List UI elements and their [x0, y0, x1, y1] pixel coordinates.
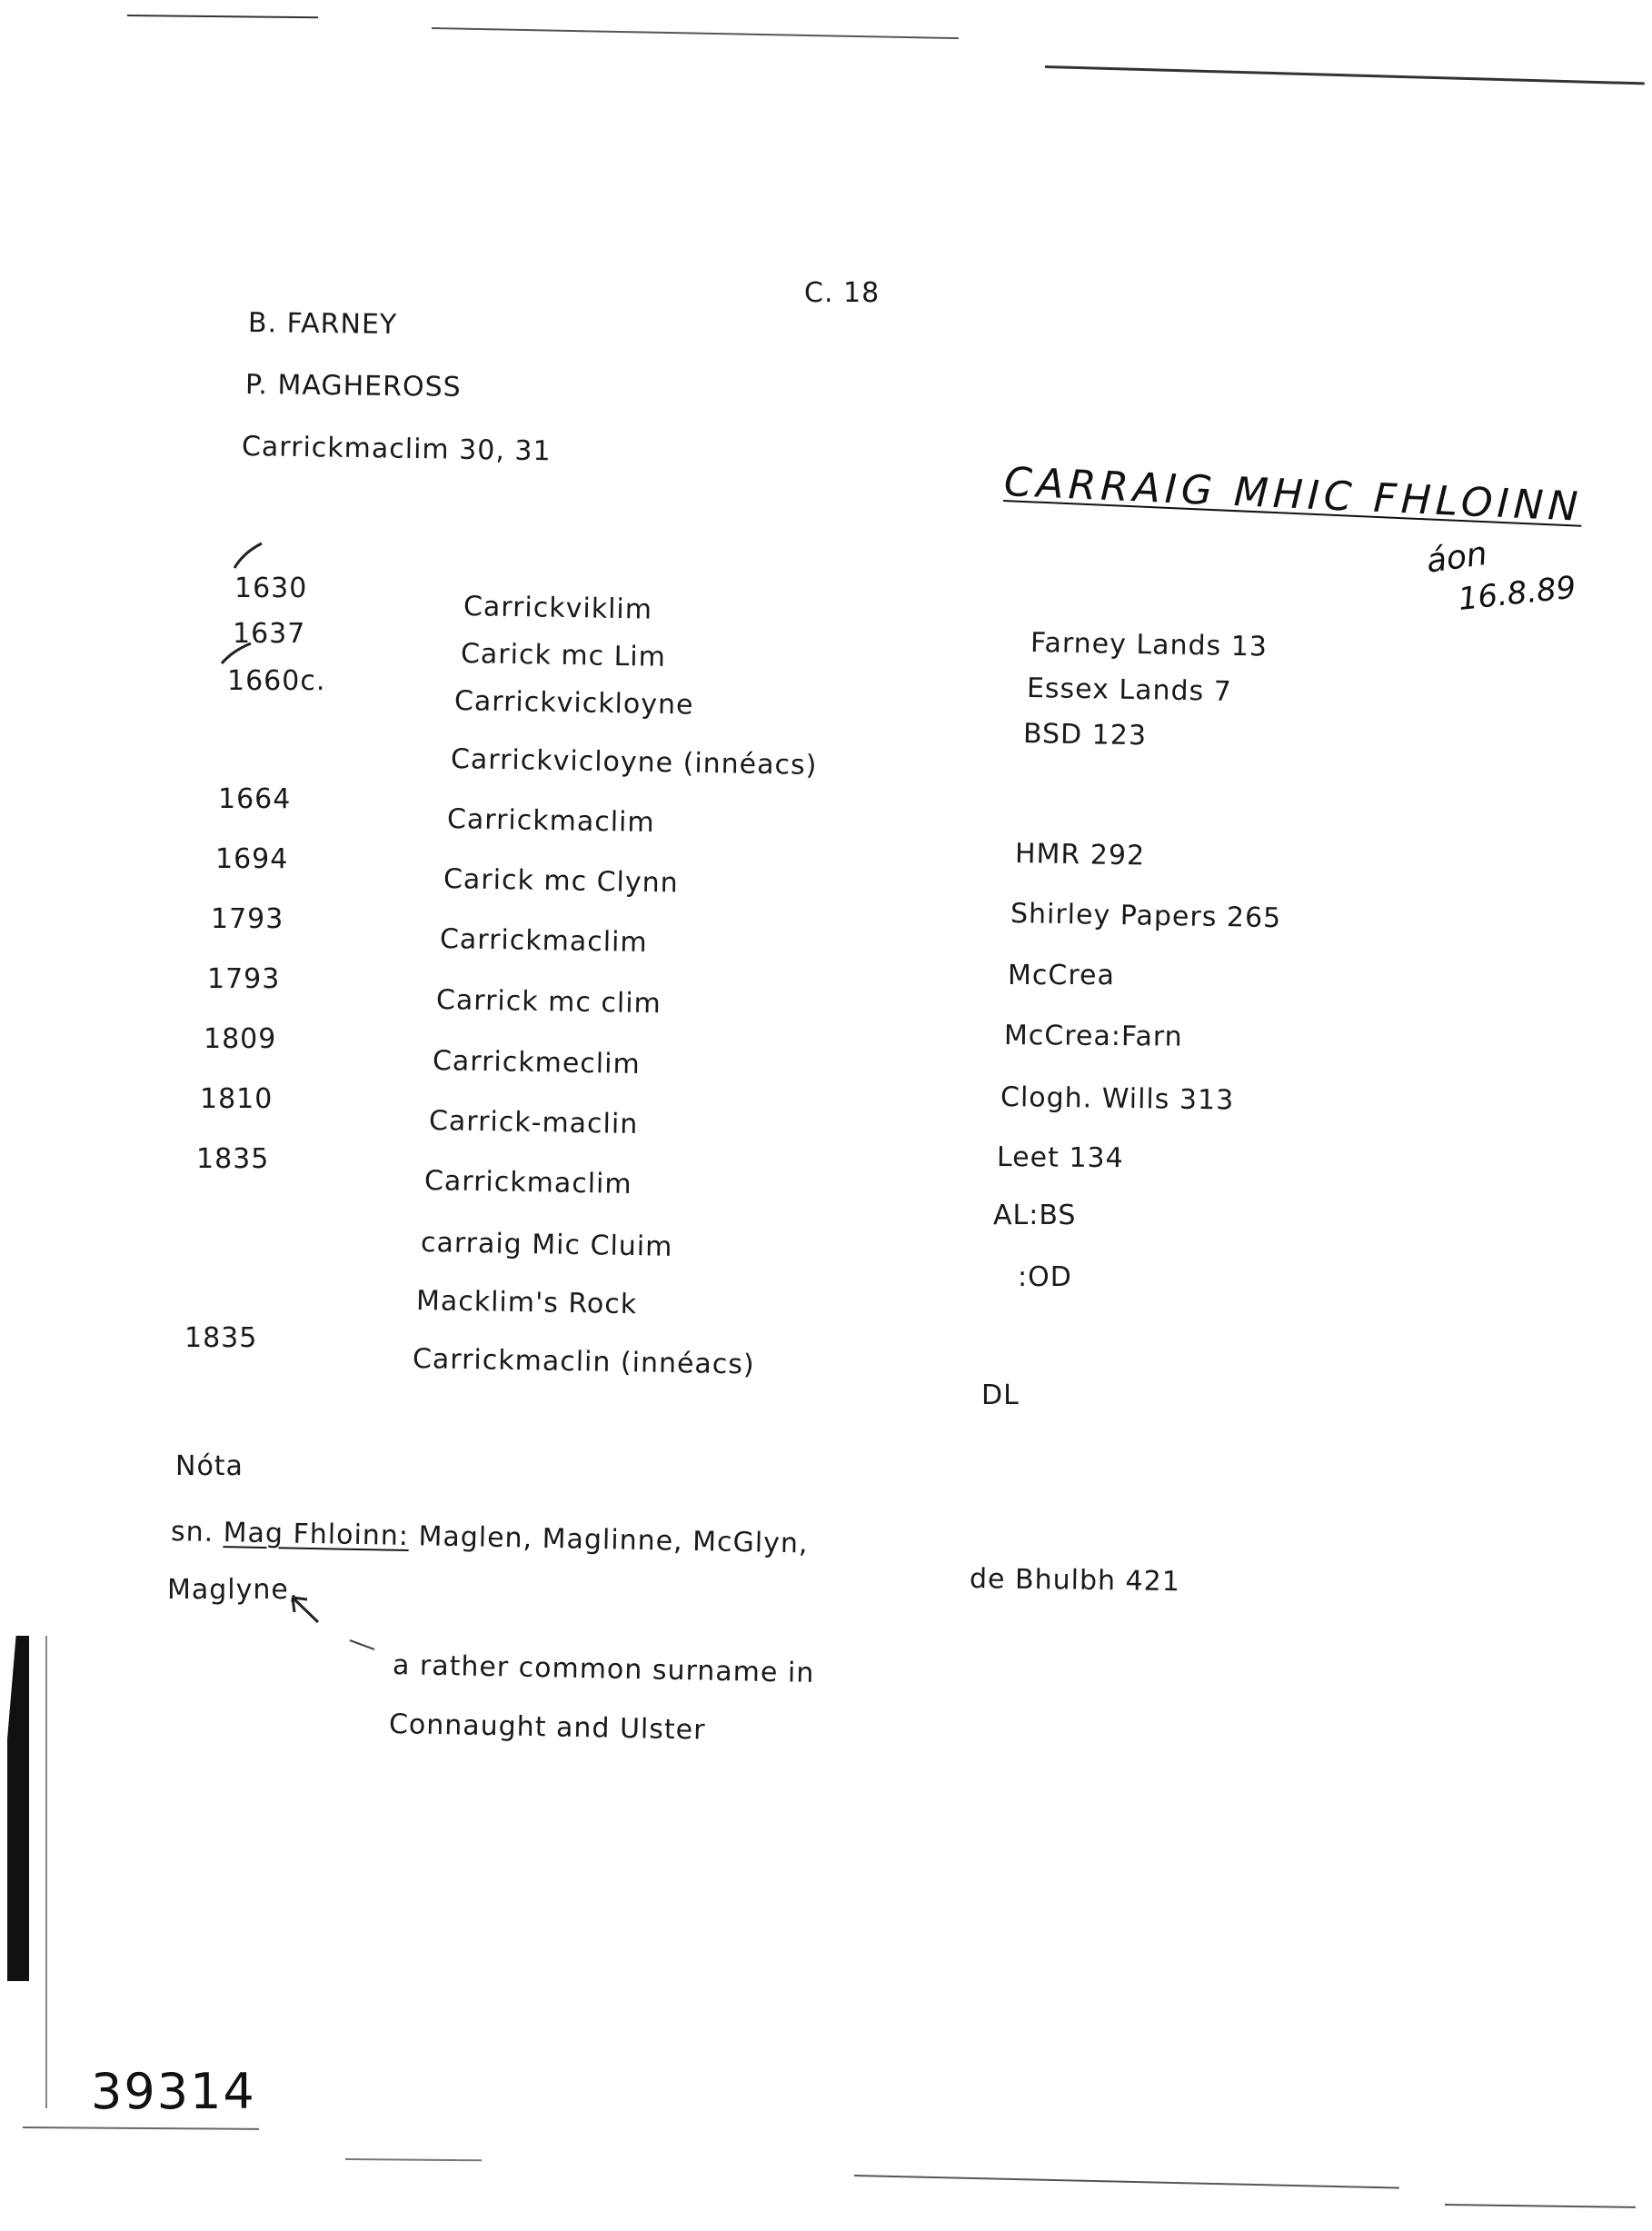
surname-variants: Maglen, Maglinne, McGlyn, — [418, 1520, 809, 1560]
tick-mark — [234, 543, 262, 568]
year-1810: 1810 — [200, 1083, 274, 1115]
historical-form: Carick mc Lim — [460, 638, 667, 673]
historical-form: Carrickmeclim — [432, 1045, 642, 1081]
year-1835: 1835 — [184, 1322, 258, 1354]
surname-irish: Mag Fhloinn: — [223, 1517, 410, 1553]
historical-form: Carrickmaclim — [446, 803, 655, 839]
archive-number-handwritten: 39314 — [91, 2063, 256, 2120]
historical-form: Carrick mc clim — [435, 984, 662, 1021]
source-reference: BSD 123 — [1022, 718, 1148, 752]
surname-variants-continued: Maglyne, — [167, 1574, 299, 1606]
note-comment: a rather common surname in — [392, 1649, 815, 1689]
note-comment: Connaught and Ulster — [388, 1708, 706, 1747]
source-reference: Essex Lands 7 — [1026, 672, 1233, 708]
year-1664: 1664 — [218, 783, 292, 815]
historical-form: Carrickvicloyne (innéacs) — [450, 743, 818, 782]
historical-form: Carrickmaclim — [423, 1165, 632, 1200]
reference-number: C. 18 — [804, 277, 881, 309]
historical-form: Carick mc Clynn — [443, 863, 680, 900]
year-1637: 1637 — [233, 618, 306, 650]
year-1694: 1694 — [215, 843, 289, 875]
year-1793: 1793 — [211, 903, 284, 935]
source-reference: HMR 292 — [1014, 838, 1146, 872]
source-reference: Farney Lands 13 — [1030, 627, 1269, 663]
surname-prefix: sn. — [170, 1516, 214, 1549]
source-reference: DL — [981, 1379, 1020, 1411]
historical-form: Carrickviklim — [463, 591, 653, 626]
source-reference: Shirley Papers 265 — [1010, 898, 1282, 935]
historical-form: Carrickmaclim — [439, 923, 648, 959]
year-1809: 1809 — [204, 1023, 277, 1055]
historical-form: carraig Mic Cluim — [420, 1227, 673, 1263]
year-1630: 1630 — [234, 573, 308, 604]
year-1793: 1793 — [207, 963, 281, 995]
source-reference: McCrea:Farn — [1003, 1020, 1183, 1053]
source-reference: AL:BS — [993, 1200, 1077, 1231]
note-source: de Bhulbh 421 — [969, 1563, 1181, 1599]
date-handwritten: 16.8.89 — [1456, 569, 1578, 618]
source-reference: Clogh. Wills 313 — [1000, 1081, 1235, 1117]
historical-form: Carrick-maclin — [428, 1105, 639, 1141]
historical-form: Macklim's Rock — [415, 1285, 638, 1321]
source-reference: Leet 134 — [996, 1141, 1124, 1175]
year-1660c: 1660c. — [227, 665, 326, 697]
barony: B. FARNEY — [247, 307, 398, 342]
source-reference: :OD — [1018, 1261, 1072, 1293]
dash-mark — [350, 1640, 374, 1649]
historical-form: Carrickvickloyne — [453, 685, 694, 722]
historical-form: Carrickmaclin (innéacs) — [412, 1343, 755, 1381]
year-1835: 1835 — [196, 1143, 270, 1175]
initials-handwritten: áon — [1424, 534, 1490, 581]
note-heading: Nóta — [175, 1450, 244, 1482]
source-reference: McCrea — [1008, 960, 1115, 991]
townland: Carrickmaclim 30, 31 — [241, 431, 552, 468]
irish-form-handwritten: CARRAIG MHIC FHLOINN — [1002, 459, 1584, 531]
parish: P. MAGHEROSS — [244, 369, 462, 403]
